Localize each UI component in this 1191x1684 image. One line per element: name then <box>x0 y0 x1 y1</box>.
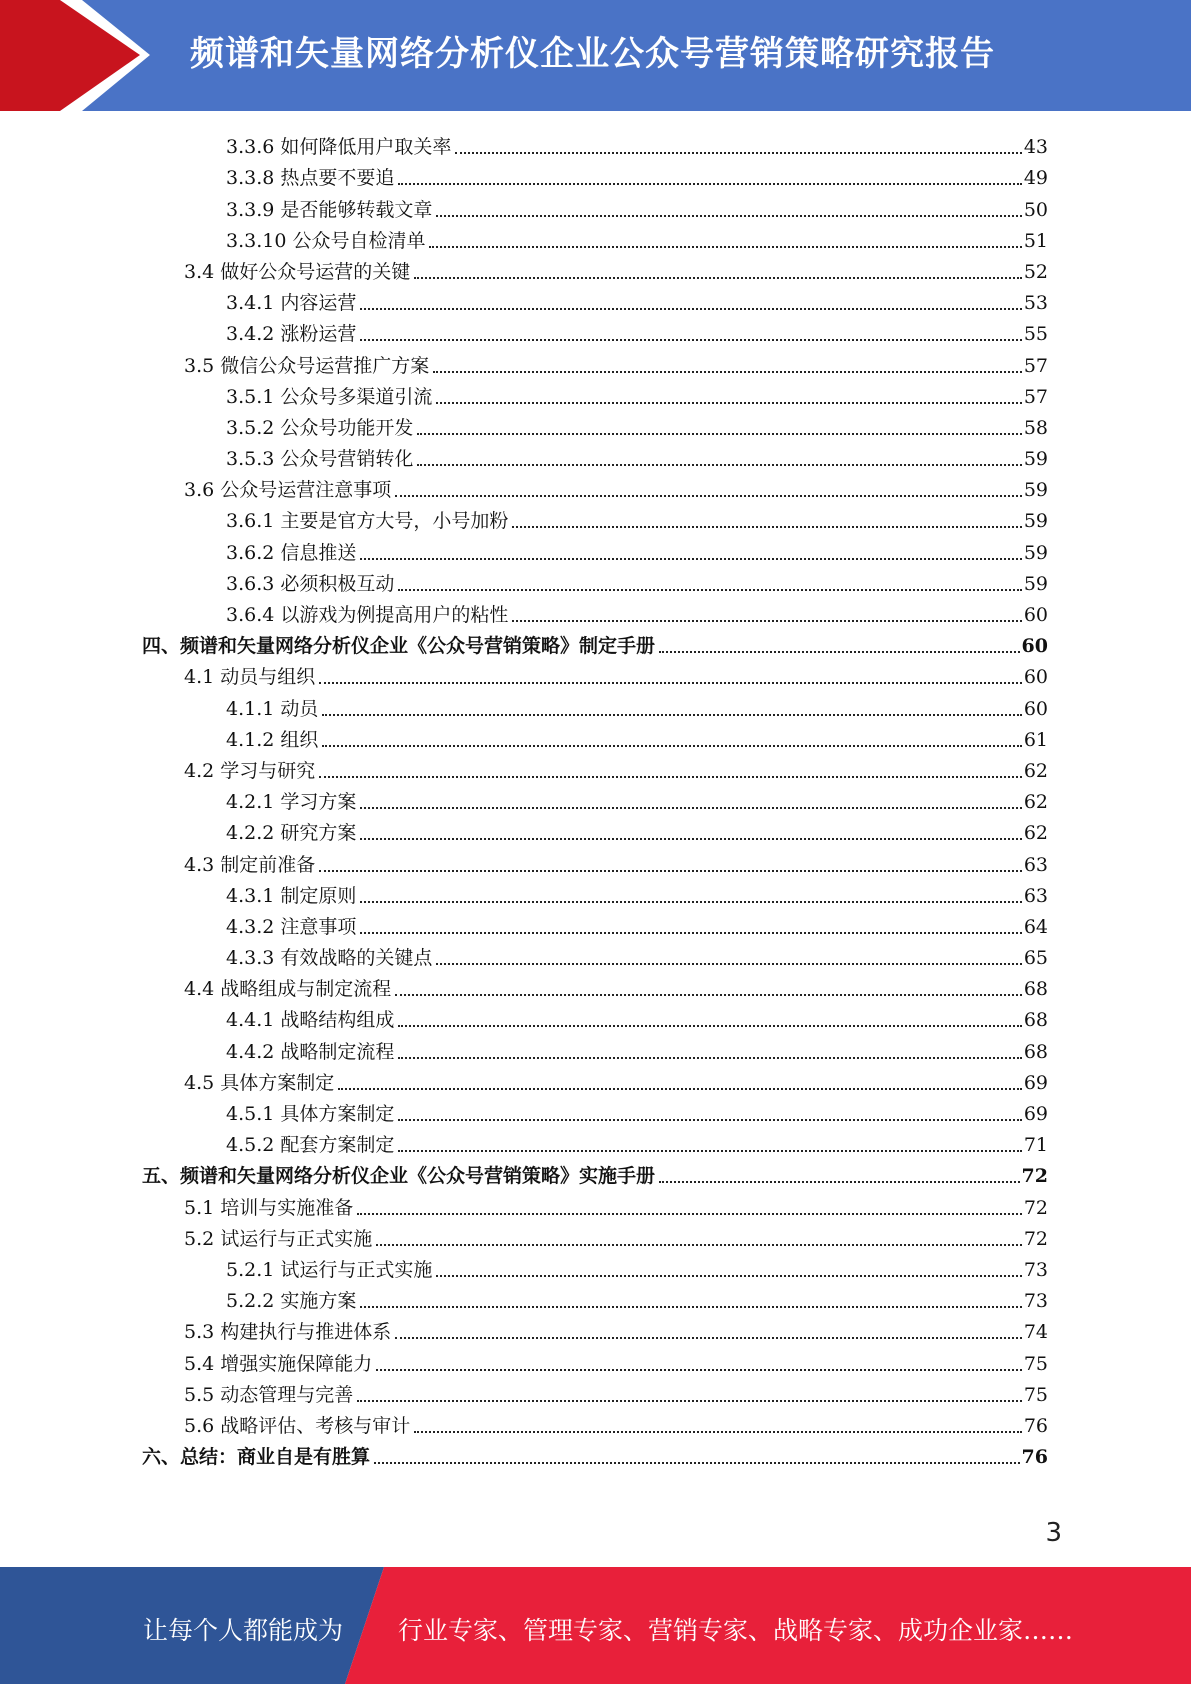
toc-entry-page: 74 <box>1023 1321 1048 1344</box>
toc-entry-page: 72 <box>1023 1196 1048 1219</box>
toc-dot-leader <box>395 993 1022 996</box>
toc-dot-leader <box>455 151 1021 154</box>
toc-entry-page: 60 <box>1023 697 1048 720</box>
toc-entry-title: 3.6.1 主要是官方大号，小号加粉 <box>226 510 509 533</box>
toc-entry-page: 72 <box>1023 1227 1048 1250</box>
toc-entry-title: 4.5.1 具体方案制定 <box>226 1103 395 1125</box>
toc-entry-title: 4.3.2 注意事项 <box>226 915 357 938</box>
toc-entry[interactable] <box>142 1001 1048 1032</box>
toc-entry-title: 3.3.6 如何降低用户取关率 <box>226 136 452 159</box>
toc-entry-title: 3.6 公众号运营注意事项 <box>184 479 392 502</box>
toc-entry-page: 43 <box>1023 136 1048 159</box>
toc-entry-page: 59 <box>1023 479 1048 502</box>
toc-dot-leader <box>395 1336 1022 1339</box>
toc-entry[interactable] <box>142 440 1048 471</box>
toc-entry[interactable] <box>142 346 1048 377</box>
toc-entry[interactable] <box>142 939 1048 970</box>
toc-dot-leader <box>360 1305 1021 1308</box>
toc-entry-title: 3.6.4 以游戏为例提高用户的粘性 <box>226 604 509 626</box>
toc-entry[interactable] <box>142 970 1048 1001</box>
toc-entry[interactable] <box>142 533 1048 564</box>
toc-entry[interactable] <box>142 1064 1048 1095</box>
toc-entry-page: 58 <box>1023 416 1048 439</box>
footer-slogan-left: 让每个人都能成为 <box>143 1616 344 1645</box>
toc-entry[interactable] <box>142 627 1048 658</box>
toc-entry-title: 4.4.1 战略结构组成 <box>226 1009 395 1032</box>
toc-entry-page: 62 <box>1023 759 1048 782</box>
toc-entry[interactable] <box>142 877 1048 908</box>
toc-dot-leader <box>319 681 1022 684</box>
toc-entry-title: 3.5 微信公众号运营推广方案 <box>184 354 430 377</box>
toc-entry-title: 3.5.1 公众号多渠道引流 <box>226 385 433 408</box>
toc-entry-page: 73 <box>1023 1258 1048 1281</box>
toc-entry-page: 68 <box>1023 978 1048 1001</box>
toc-entry-page: 50 <box>1023 198 1048 221</box>
toc-entry-title: 4.4.2 战略制定流程 <box>226 1040 395 1063</box>
toc-entry-page: 68 <box>1023 1040 1048 1063</box>
toc-dot-leader <box>360 806 1021 809</box>
toc-entry-page: 51 <box>1023 229 1048 252</box>
toc-entry-title: 3.4 做好公众号运营的关键 <box>184 260 411 283</box>
toc-entry-title: 4.2.1 学习方案 <box>226 791 357 814</box>
toc-entry[interactable] <box>142 845 1048 876</box>
toc-entry-title: 3.3.10 公众号自检清单 <box>226 229 426 252</box>
toc-dot-leader <box>414 276 1022 279</box>
toc-dot-leader <box>436 1274 1021 1277</box>
toc-dot-leader <box>322 713 1021 716</box>
toc-entry[interactable] <box>142 190 1048 221</box>
toc-entry-page: 59 <box>1023 448 1048 471</box>
toc-entry-page: 61 <box>1023 728 1048 751</box>
toc-entry-page: 69 <box>1023 1071 1048 1094</box>
toc-entry[interactable] <box>142 1376 1048 1407</box>
page-footer <box>0 1567 1191 1684</box>
toc-entry-page: 57 <box>1023 385 1048 408</box>
toc-dot-leader <box>357 1212 1022 1215</box>
toc-entry[interactable] <box>142 284 1048 315</box>
toc-entry[interactable] <box>142 1251 1048 1282</box>
toc-entry[interactable] <box>142 471 1048 502</box>
toc-entry[interactable] <box>142 721 1048 752</box>
toc-entry-page: 72 <box>1021 1165 1048 1188</box>
toc-entry[interactable] <box>142 908 1048 939</box>
toc-entry[interactable] <box>142 1157 1048 1188</box>
toc-entry[interactable] <box>142 783 1048 814</box>
toc-entry-title: 3.5.3 公众号营销转化 <box>226 448 414 471</box>
toc-entry-page: 59 <box>1023 541 1048 564</box>
toc-entry-page: 52 <box>1023 260 1048 283</box>
toc-entry-page: 55 <box>1023 323 1048 346</box>
toc-dot-leader <box>395 494 1022 497</box>
toc-entry-page: 76 <box>1021 1446 1048 1469</box>
toc-entry-page: 65 <box>1023 947 1048 970</box>
toc-dot-leader <box>417 432 1021 435</box>
toc-entry-page: 75 <box>1023 1352 1048 1375</box>
toc-entry-title: 5.6 战略评估、考核与审计 <box>184 1414 411 1437</box>
toc-entry[interactable] <box>142 222 1048 253</box>
toc-entry[interactable] <box>142 315 1048 346</box>
toc-dot-leader <box>376 1243 1022 1246</box>
toc-entry[interactable] <box>142 752 1048 783</box>
toc-dot-leader <box>436 962 1021 965</box>
toc-dot-leader <box>398 588 1021 591</box>
toc-entry-title: 4.1.1 动员 <box>226 697 319 720</box>
toc-entry-page: 68 <box>1023 1009 1048 1032</box>
toc-entry-page: 63 <box>1023 853 1048 876</box>
toc-entry-page: 75 <box>1023 1383 1048 1406</box>
toc-dot-leader <box>360 307 1021 310</box>
toc-entry[interactable] <box>142 1313 1048 1344</box>
toc-entry[interactable] <box>142 689 1048 720</box>
toc-entry-page: 69 <box>1023 1103 1048 1125</box>
toc-dot-leader <box>512 525 1021 528</box>
toc-dot-leader <box>376 1368 1022 1371</box>
toc-dot-leader <box>659 1180 1020 1183</box>
table-of-contents <box>142 128 1048 1469</box>
toc-entry[interactable] <box>142 502 1048 533</box>
toc-dot-leader <box>374 1461 1020 1464</box>
toc-entry-title: 4.4 战略组成与制定流程 <box>184 978 392 1001</box>
toc-dot-leader <box>360 338 1021 341</box>
toc-entry-title: 5.2.2 实施方案 <box>226 1290 357 1313</box>
toc-entry-title: 六、总结：商业自是有胜算 <box>142 1446 371 1469</box>
toc-entry-title: 5.4 增强实施保障能力 <box>184 1352 373 1375</box>
toc-dot-leader <box>360 900 1021 903</box>
page-number: 3 <box>1045 1518 1062 1548</box>
toc-dot-leader <box>360 837 1021 840</box>
footer-slogan-right: 行业专家、管理专家、营销专家、战略专家、成功企业家…… <box>398 1616 1074 1645</box>
toc-entry-title: 四、频谱和矢量网络分析仪企业《公众号营销策略》制定手册 <box>142 635 656 658</box>
toc-entry-title: 五、频谱和矢量网络分析仪企业《公众号营销策略》实施手册 <box>142 1165 656 1188</box>
toc-dot-leader <box>338 1087 1022 1090</box>
toc-entry-title: 5.2.1 试运行与正式实施 <box>226 1258 433 1281</box>
toc-entry-page: 71 <box>1023 1134 1048 1157</box>
toc-entry[interactable] <box>142 1438 1048 1469</box>
toc-entry-title: 3.6.2 信息推送 <box>226 541 357 564</box>
toc-dot-leader <box>512 619 1021 622</box>
toc-entry-title: 3.5.2 公众号功能开发 <box>226 416 414 439</box>
toc-dot-leader <box>398 1149 1021 1152</box>
toc-entry-page: 53 <box>1023 292 1048 315</box>
toc-entry-page: 59 <box>1023 572 1048 595</box>
toc-dot-leader <box>398 1118 1021 1121</box>
toc-entry-title: 3.4.1 内容运营 <box>226 292 357 315</box>
toc-entry-page: 62 <box>1023 822 1048 845</box>
toc-entry-page: 62 <box>1023 791 1048 814</box>
toc-entry-title: 4.2 学习与研究 <box>184 759 316 782</box>
toc-dot-leader <box>360 557 1021 560</box>
toc-entry[interactable] <box>142 1095 1048 1126</box>
toc-entry-title: 3.3.8 热点要不要追 <box>226 167 395 190</box>
toc-dot-leader <box>398 182 1021 185</box>
toc-entry-title: 4.3.3 有效战略的关键点 <box>226 947 433 970</box>
toc-entry[interactable] <box>142 1188 1048 1219</box>
toc-entry-title: 4.1 动员与组织 <box>184 666 316 689</box>
toc-entry-title: 3.6.3 必须积极互动 <box>226 572 395 595</box>
toc-dot-leader <box>398 1024 1021 1027</box>
toc-entry-title: 5.5 动态管理与完善 <box>184 1383 354 1406</box>
toc-dot-leader <box>319 775 1022 778</box>
toc-entry[interactable] <box>142 1220 1048 1251</box>
toc-dot-leader <box>322 744 1021 747</box>
toc-entry[interactable] <box>142 128 1048 159</box>
toc-entry-title: 4.3.1 制定原则 <box>226 884 357 907</box>
toc-entry-page: 49 <box>1023 167 1048 190</box>
toc-entry-page: 60 <box>1023 604 1048 626</box>
toc-dot-leader <box>429 245 1021 248</box>
toc-dot-leader <box>360 931 1021 934</box>
toc-entry[interactable] <box>142 565 1048 596</box>
toc-dot-leader <box>417 463 1021 466</box>
toc-entry-page: 59 <box>1023 510 1048 533</box>
toc-dot-leader <box>436 401 1021 404</box>
toc-entry-page: 60 <box>1021 635 1048 658</box>
toc-entry-title: 4.2.2 研究方案 <box>226 822 357 845</box>
toc-entry[interactable] <box>142 596 1048 627</box>
toc-entry-title: 4.3 制定前准备 <box>184 853 316 876</box>
toc-entry[interactable] <box>142 1407 1048 1438</box>
toc-entry[interactable] <box>142 1344 1048 1375</box>
toc-entry-title: 4.5.2 配套方案制定 <box>226 1134 395 1157</box>
toc-entry-title: 5.1 培训与实施准备 <box>184 1196 354 1219</box>
toc-entry[interactable] <box>142 159 1048 190</box>
toc-entry[interactable] <box>142 1282 1048 1313</box>
toc-entry-page: 76 <box>1023 1414 1048 1437</box>
toc-entry[interactable] <box>142 378 1048 409</box>
toc-entry[interactable] <box>142 658 1048 689</box>
toc-dot-leader <box>436 214 1021 217</box>
toc-entry-page: 57 <box>1023 354 1048 377</box>
toc-entry-page: 73 <box>1023 1290 1048 1313</box>
toc-entry-page: 63 <box>1023 884 1048 907</box>
toc-dot-leader <box>659 650 1020 653</box>
toc-entry-title: 3.3.9 是否能够转载文章 <box>226 198 433 221</box>
report-title: 频谱和矢量网络分析仪企业公众号营销策略研究报告 <box>190 34 995 74</box>
toc-dot-leader <box>433 370 1022 373</box>
toc-entry[interactable] <box>142 253 1048 284</box>
toc-entry-title: 4.5 具体方案制定 <box>184 1071 335 1094</box>
toc-entry-page: 64 <box>1023 915 1048 938</box>
toc-entry-page: 60 <box>1023 666 1048 689</box>
toc-entry-title: 4.1.2 组织 <box>226 728 319 751</box>
toc-entry[interactable] <box>142 409 1048 440</box>
toc-dot-leader <box>414 1430 1022 1433</box>
toc-dot-leader <box>398 1056 1021 1059</box>
toc-entry[interactable] <box>142 1032 1048 1063</box>
toc-entry-title: 5.3 构建执行与推进体系 <box>184 1321 392 1344</box>
toc-dot-leader <box>319 869 1022 872</box>
toc-entry-title: 3.4.2 涨粉运营 <box>226 323 357 346</box>
toc-entry[interactable] <box>142 1126 1048 1157</box>
toc-dot-leader <box>357 1399 1022 1402</box>
toc-entry-title: 5.2 试运行与正式实施 <box>184 1227 373 1250</box>
toc-entry[interactable] <box>142 814 1048 845</box>
page-header <box>0 0 1191 111</box>
